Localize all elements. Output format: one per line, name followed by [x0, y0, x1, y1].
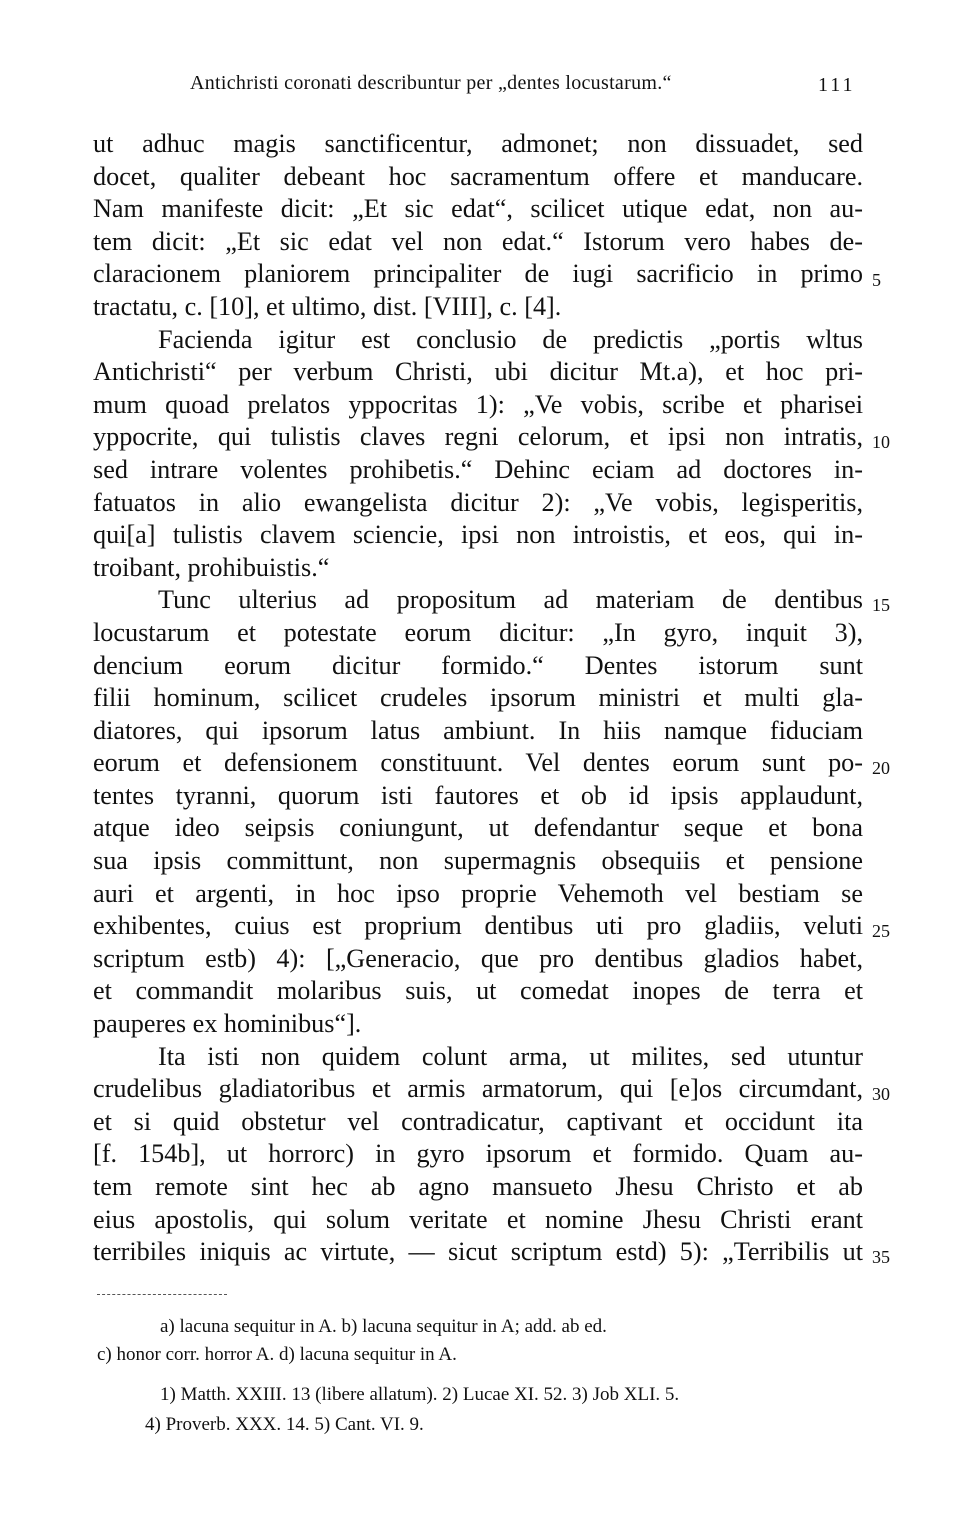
text-line: troibant, prohibuistis.“: [93, 552, 330, 582]
text-line: Facienda igitur est conclusio de predictis „portis wltus: [158, 324, 863, 354]
text-line: atque ideo seipsis coniungunt, ut defendantur seque et bona: [93, 813, 863, 843]
text-line: locustarum et potestate eorum dicitur: „In gyro, inquit 3),: [93, 617, 863, 647]
text-line: filii hominum, scilicet crudeles ipsorum ministri et multi gla-: [93, 683, 863, 713]
line-number: 5: [872, 270, 881, 290]
text-line: tractatu, c. [10], et ultimo, dist. [VIII], c. [4].: [93, 291, 562, 321]
text-line: docet, qualiter debeant hoc sacramentum offere et manducare.: [93, 161, 863, 191]
text-line: crudelibus gladiatoribus et armis armatorum, qui [e]os circumdant,: [93, 1074, 863, 1104]
text-line: sua ipsis committunt, non supermagnis obsequiis et pensione: [93, 846, 863, 876]
text-line: Tunc ulterius ad propositum ad materiam de dentibus: [158, 585, 863, 615]
text-line: claracionem planiorem principaliter de iugi sacrificio in primo: [93, 259, 863, 289]
text-line: diatores, qui ipsorum latus ambiunt. In hiis namque fiduciam: [93, 715, 863, 745]
running-header: [0, 72, 960, 102]
text-line: dencium eorum dicitur formido.“ Dentes istorum sunt: [93, 650, 863, 680]
text-line: Nam manifeste dicit: „Et sic edat“, scilicet utique edat, non au-: [93, 194, 863, 224]
text-line: mum quoad prelatos yppocritas 1): „Ve vobis, scribe et pharisei: [93, 389, 863, 419]
text-line: auri et argenti, in hoc ipso proprie Vehemoth vel bestiam se: [93, 878, 863, 908]
running-title: Antichristi coronati describuntur per „dentes locustarum.“: [190, 72, 672, 94]
main-text: [93, 128, 863, 1269]
text-line: pauperes ex hominibus“].: [93, 1009, 362, 1039]
text-line: terribiles iniquis ac virtute, — sicut scriptum estd) 5): „Terribilis ut: [93, 1237, 863, 1267]
text-line: fatuatos in alio ewangelista dicitur 2): „Ve vobis, legisperitis,: [93, 487, 863, 517]
line-number: 25: [872, 921, 890, 941]
line-number: 35: [872, 1247, 890, 1267]
text-line: yppocrite, qui tulistis claves regni celorum, et ipsi non intratis,: [93, 422, 863, 452]
line-number: 15: [872, 595, 890, 615]
line-number: 20: [872, 758, 890, 778]
text-line: qui[a] tulistis clavem sciencie, ipsi non introistis, et eos, qui in-: [93, 520, 863, 550]
line-number: 30: [872, 1084, 890, 1104]
text-line: et commandit molaribus suis, ut comedat inopes de terra et: [93, 976, 863, 1006]
critical-footnote: c) honor corr. horror A. d) lacuna sequitur in A.: [97, 1344, 457, 1365]
text-line: scriptum estb) 4): [„Generacio, que pro dentibus gladios habet,: [93, 943, 863, 973]
critical-footnote: a) lacuna sequitur in A. b) lacuna sequitur in A; add. ab ed.: [160, 1316, 607, 1337]
text-line: ut adhuc magis sanctificentur, admonet; non dissuadet, sed: [93, 129, 863, 158]
text-line: exhibentes, cuius est proprium dentibus uti pro gladiis, veluti: [93, 911, 863, 941]
line-number: 10: [872, 432, 890, 452]
text-line: eius apostolis, qui solum veritate et nomine Jhesu Christi erant: [93, 1204, 863, 1234]
text-line: tem remote sint hec ab agno mansueto Jhesu Christo et ab: [93, 1172, 863, 1201]
footnote-rule: [97, 1294, 227, 1295]
source-footnote: 4) Proverb. XXX. 14. 5) Cant. VI. 9.: [145, 1414, 424, 1435]
text-line: sed intrare volentes prohibetis.“ Dehinc eciam ad doctores in-: [93, 454, 863, 484]
source-footnote: 1) Matth. XXIII. 13 (libere allatum). 2) Lucae XI. 52. 3) Job XLI. 5.: [160, 1384, 680, 1405]
text-line: et si quid obstetur vel contradicatur, captivant et occidunt ita: [93, 1106, 863, 1136]
text-line: tem dicit: „Et sic edat vel non edat.“ Istorum vero habes de-: [93, 226, 863, 256]
text-line: Ita isti non quidem colunt arma, ut milites, sed utuntur: [158, 1041, 863, 1071]
text-line: eorum et defensionem constituunt. Vel dentes eorum sunt po-: [93, 748, 863, 778]
page-number: 111: [818, 74, 856, 96]
text-line: tentes tyranni, quorum isti fautores et ob id ipsis applaudunt,: [93, 780, 863, 810]
text-line: Antichristi“ per verbum Christi, ubi dicitur Mt.a), et hoc pri-: [93, 357, 863, 387]
text-line: [f. 154b], ut horrorc) in gyro ipsorum et formido. Quam au-: [93, 1139, 863, 1169]
